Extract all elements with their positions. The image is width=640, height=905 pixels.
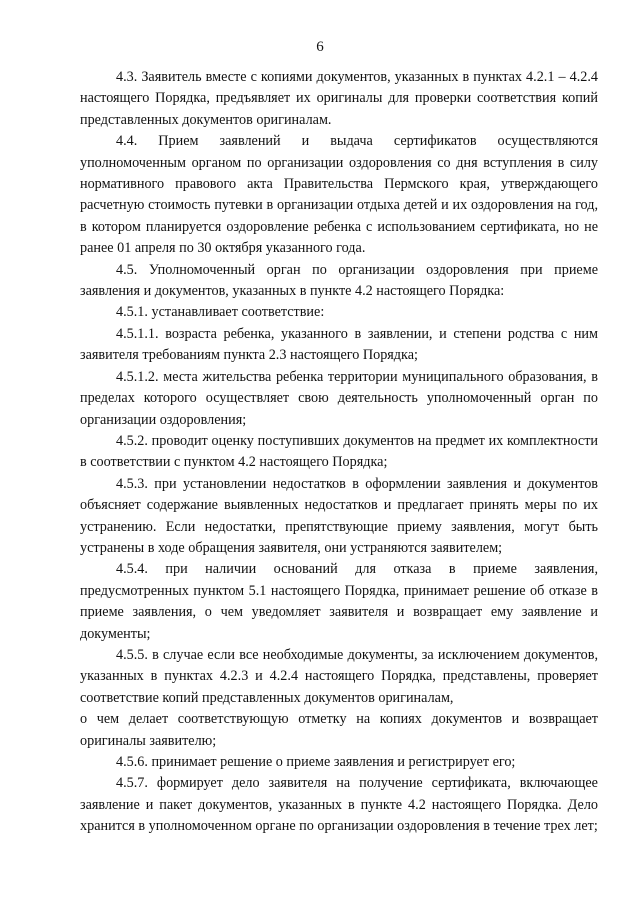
paragraph-4-5-6: 4.5.6. принимает решение о приеме заявления и регистрирует его; [116, 754, 516, 770]
paragraph-4-5-1-1: 4.5.1.1. возраста ребенка, указанного в заявлении, и степени родства с ним заявителя требованиям пункта 2.3 настоящего Порядка; [80, 325, 598, 364]
document-body [80, 67, 598, 838]
paragraph-4-4: 4.4. Прием заявлений и выдача сертификатов осуществляются уполномоченным органом по организации оздоровления со дня вступления в силу нормативного правового акта Правительства Пермского края, утверждающего расчетную стоимость путевки в организации отдыха детей и их оздоровления на год, в котором планируется оздоровление ребенка с использованием сертификата, но не ранее 01 апреля по 30 октября указанного года. [80, 133, 598, 257]
page-number: 6 [316, 39, 324, 55]
paragraph-4-5-7: 4.5.7. формирует дело заявителя на получение сертификата, включающее заявление и пакет документов, указанных в пункте 4.2 настоящего Порядка. Дело хранится в уполномоченном органе по организации оздоровления в течение трех лет; [80, 775, 598, 835]
paragraph-4-5-1-2: 4.5.1.2. места жительства ребенка территории муниципального образования, в пределах которого осуществляет свою деятельность уполномоченный орган по организации оздоровления; [80, 368, 598, 428]
paragraph-4-5-3: 4.5.3. при установлении недостатков в оформлении заявления и документов объясняет содержание выявленных недостатков и предлагает принять меры по их устранению. Если недостатки, препятствующие приему заявления, могут быть устранены в ходе обращения заявителя, они устраняются заявителем; [80, 475, 598, 556]
paragraph-4-5-5: 4.5.5. в случае если все необходимые документы, за исключением документов, указанных в пунктах 4.2.3 и 4.2.4 настоящего Порядка, представлены, проверяет соответствие копий представленных документов оригиналам, [80, 646, 598, 706]
paragraph-4-5-5-continuation: о чем делает соответствующую отметку на копиях документов и возвращает оригиналы заявителю; [80, 711, 598, 749]
paragraph-4-5: 4.5. Уполномоченный орган по организации оздоровления при приеме заявления и документов, указанных в пункте 4.2 настоящего Порядка: [80, 261, 598, 300]
paragraph-4-5-1: 4.5.1. устанавливает соответствие: [116, 304, 325, 321]
paragraph-4-3: 4.3. Заявитель вместе с копиями документов, указанных в пунктах 4.2.1 – 4.2.4 настоящего Порядка, предъявляет их оригиналы для проверки соответствия копий представленных документов оригиналам. [80, 69, 598, 128]
paragraph-4-5-2: 4.5.2. проводит оценку поступивших документов на предмет их комплектности в соответствии с пунктом 4.2 настоящего Порядка; [80, 432, 598, 471]
paragraph-4-5-4: 4.5.4. при наличии оснований для отказа в приеме заявления, предусмотренных пунктом 5.1 настоящего Порядка, принимает решение об отказе в приеме заявления, о чем уведомляет заявителя и возвращает ему заявление и документы; [80, 561, 598, 642]
